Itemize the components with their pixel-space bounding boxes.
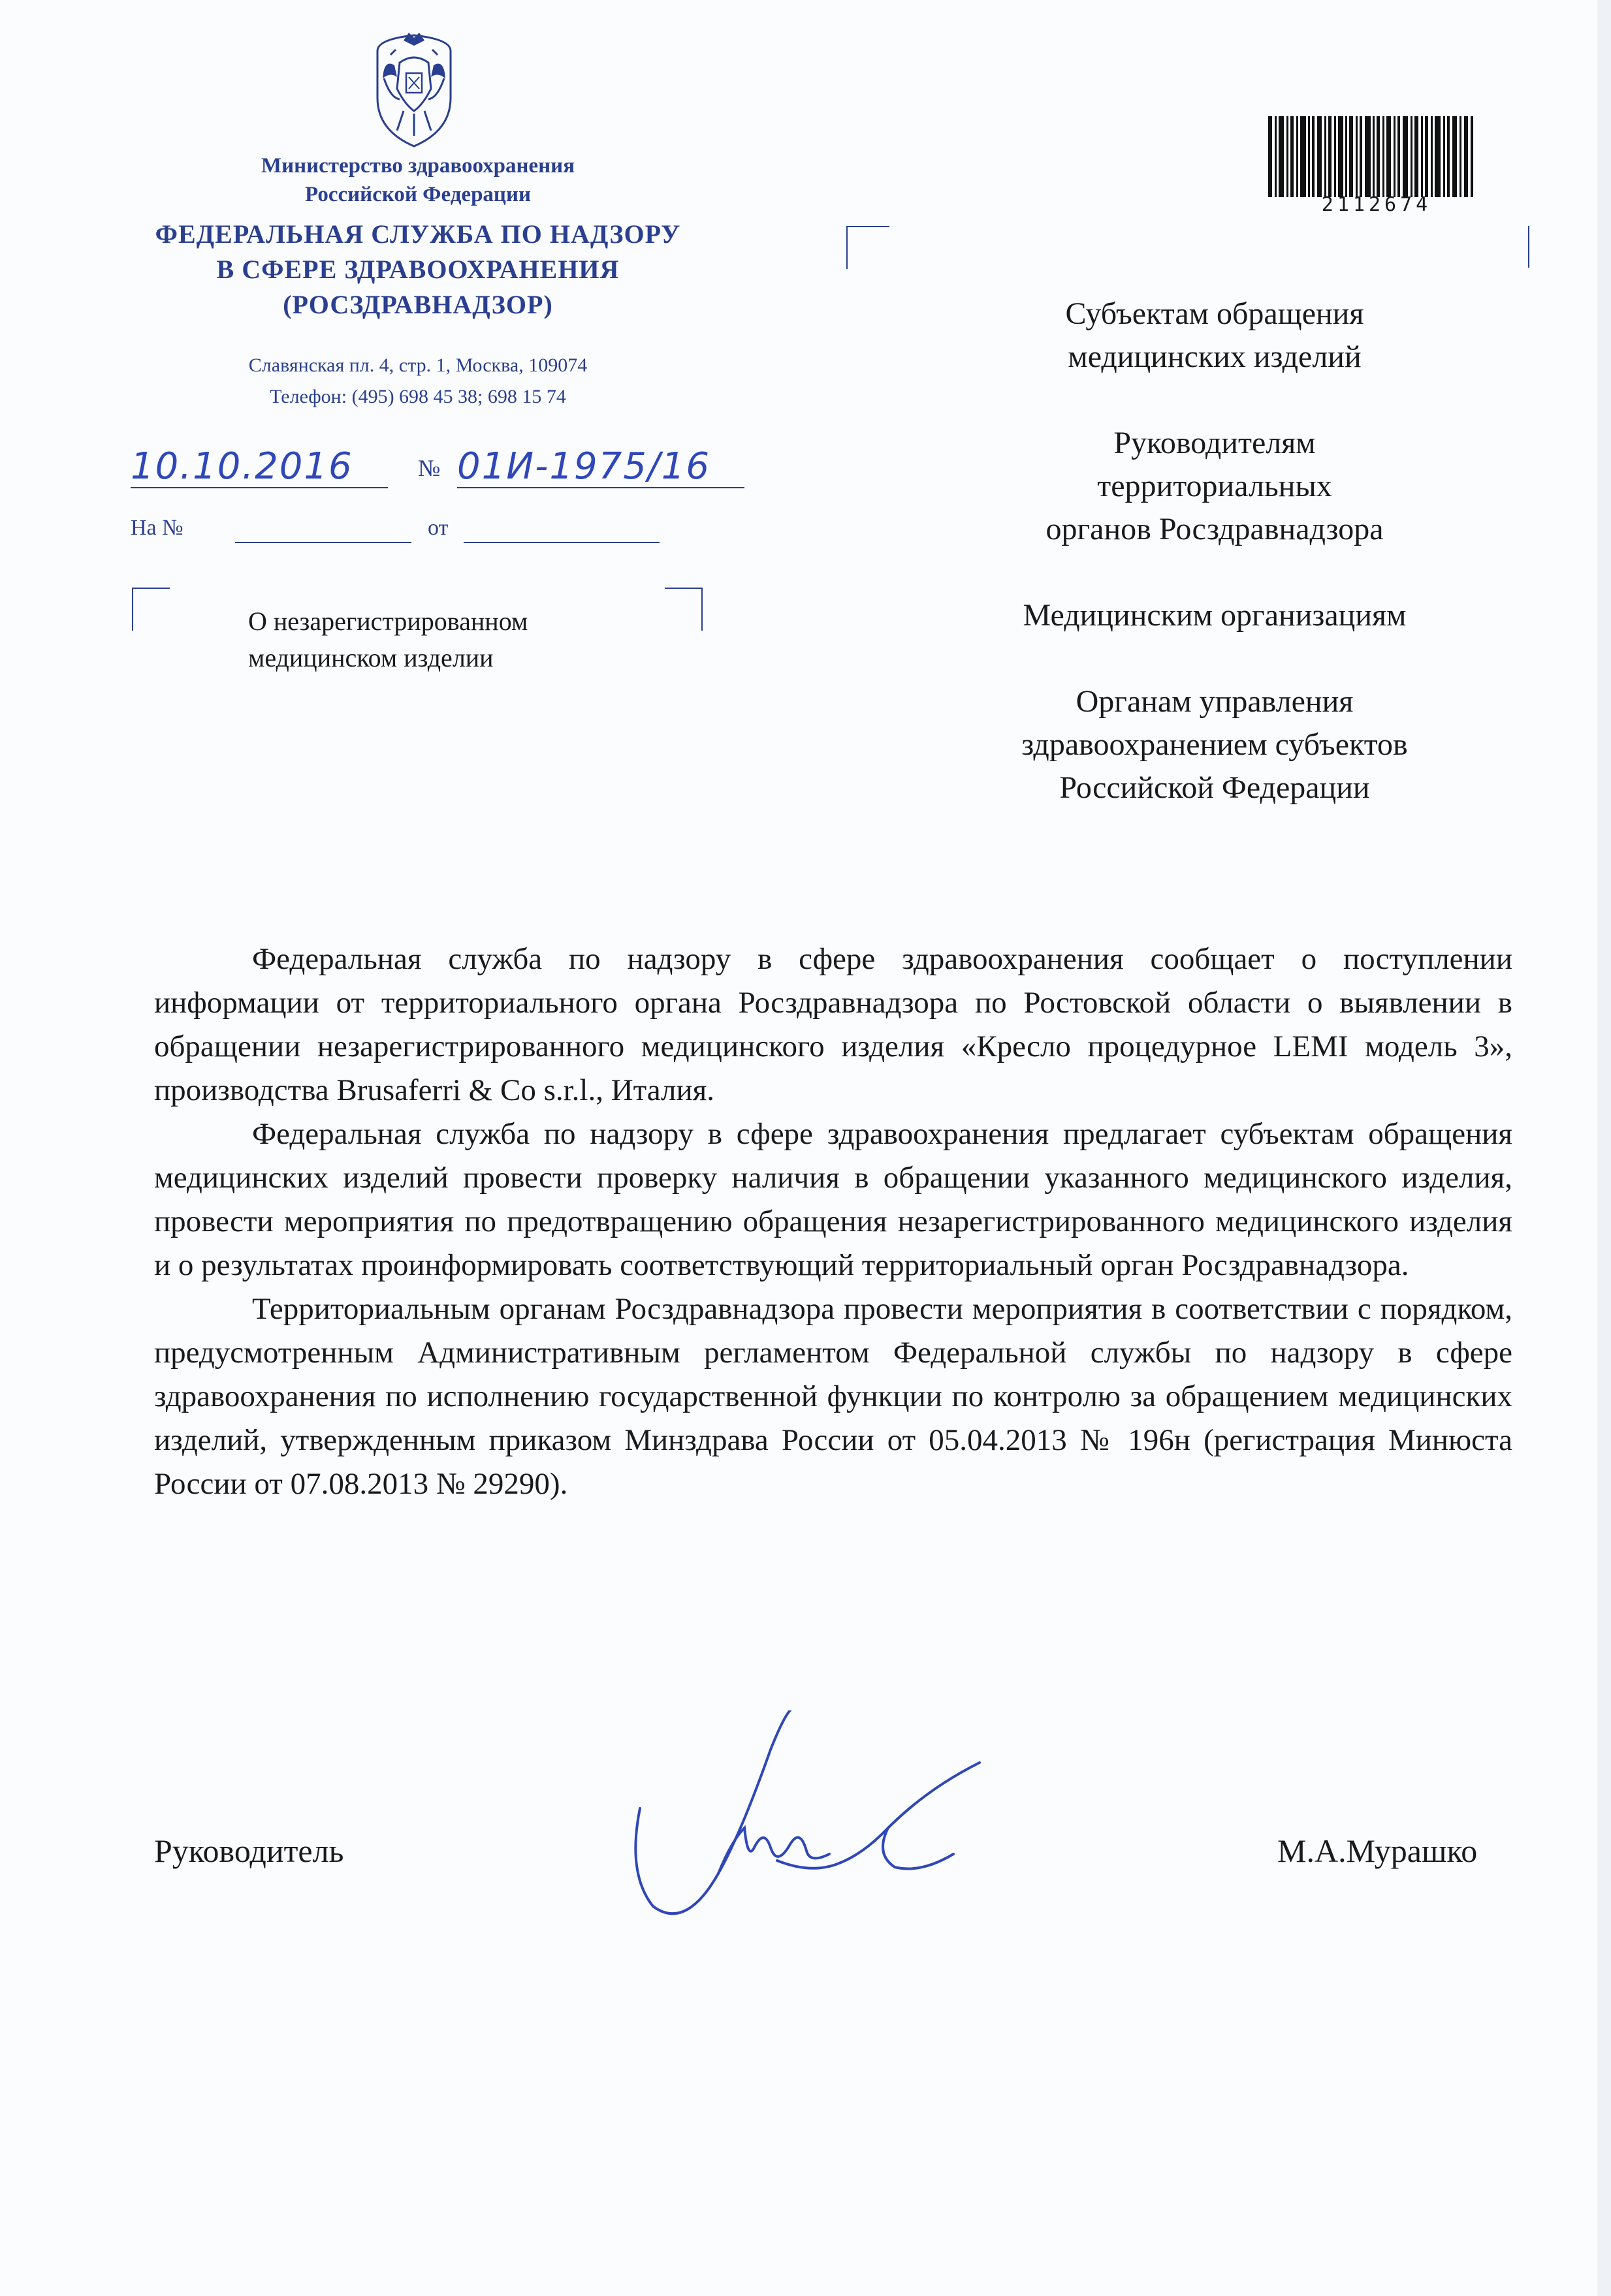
coat-of-arms-emblem [358, 26, 470, 151]
number-underline [457, 487, 744, 488]
barcode [1268, 116, 1473, 197]
letter-subject [248, 603, 666, 676]
registration-date: 10.10.2016 [131, 445, 353, 488]
service-name [98, 217, 738, 322]
addressee-line: территориальных [1097, 469, 1332, 503]
addressee-group [927, 594, 1502, 637]
handwritten-signature [614, 1710, 1019, 1926]
letterhead-address [131, 350, 705, 413]
signatory-title: Руководитель [154, 1832, 344, 1869]
reference-line [131, 516, 705, 548]
registration-number: 01И-1975/16 [457, 445, 710, 488]
na-label: На № [131, 516, 183, 540]
addressee-block [927, 292, 1502, 853]
addressee-group [927, 680, 1502, 810]
service-line-1: ФЕДЕРАЛЬНАЯ СЛУЖБА ПО НАДЗОРУ [155, 219, 681, 249]
subject-bracket-left [132, 588, 170, 631]
address-line: Славянская пл. 4, стр. 1, Москва, 109074 [248, 354, 588, 376]
body-paragraph-3: Территориальным органам Росздравнадзора провести мероприятия в соответствии с порядком, предусмотренным Административным регламентом Федеральной службы по надзору в сфере здравоохранения по исполнению государственной функции по контролю за обращением медицинских изделий, утвержденным приказом Минздрава России от 05.04.2013 № 196н (регистрация Минюста России от 07.08.2013 № 29290). [154, 1292, 1512, 1501]
service-line-2: В СФЕРЕ ЗДРАВООХРАНЕНИЯ [216, 255, 620, 284]
letter-body [154, 937, 1512, 1506]
ot-label: от [428, 516, 449, 540]
addressee-line: Органам управления [1076, 684, 1354, 719]
na-blank [235, 542, 411, 543]
address-bracket-right [1528, 226, 1529, 268]
ministry-name [144, 151, 692, 209]
registration-line [131, 441, 771, 487]
addressee-line: органов Росздравнадзора [1045, 512, 1384, 546]
addressee-line: Российской Федерации [1059, 770, 1370, 805]
ministry-line-1: Министерство здравоохранения [261, 154, 575, 178]
number-sign: № [418, 455, 441, 481]
subject-bracket-right [665, 588, 703, 631]
ot-blank [464, 542, 660, 543]
addressee-line: медицинских изделий [1068, 339, 1362, 374]
subject-line-1: О незарегистрированном [248, 606, 528, 636]
subject-line-2: медицинском изделии [248, 643, 494, 672]
phone-line: Телефон: (495) 698 45 38; 698 15 74 [270, 386, 566, 407]
body-paragraph-2: Федеральная служба по надзору в сфере здравоохранения предлагает субъектам обращения медицинских изделий провести проверку наличия в обращении указанного медицинского изделия, провести мероприятия по предотвращению обращения незарегистрированного медицинского изделия и о результатах проинформировать соответствующий территориальный орган Росздравнадзора. [154, 1117, 1512, 1282]
page-edge-shadow [1597, 0, 1611, 2296]
service-line-3: (РОСЗДРАВНАДЗОР) [283, 290, 553, 319]
ministry-line-2: Российской Федерации [305, 183, 531, 206]
addressee-line: Медицинским организациям [1023, 598, 1407, 633]
addressee-line: здравоохранением субъектов [1021, 727, 1408, 762]
signatory-name: М.А.Мурашко [1277, 1832, 1478, 1869]
address-bracket-left [846, 226, 889, 269]
addressee-line: Руководителям [1113, 426, 1316, 460]
addressee-group [927, 292, 1502, 379]
addressee-line: Субъектам обращения [1065, 296, 1364, 331]
date-underline [131, 487, 388, 488]
body-paragraph-1: Федеральная служба по надзору в сфере здравоохранения сообщает о поступлении информации от территориального органа Росздравнадзора по Ростовской области о выявлении в обращении незарегистрированного медицинского изделия «Кресло процедурное LEMI модель 3», производства Brusaferri & Co s.r.l., Италия. [154, 942, 1512, 1107]
barcode-number: 2112674 [1321, 193, 1432, 216]
addressee-group [927, 422, 1502, 551]
